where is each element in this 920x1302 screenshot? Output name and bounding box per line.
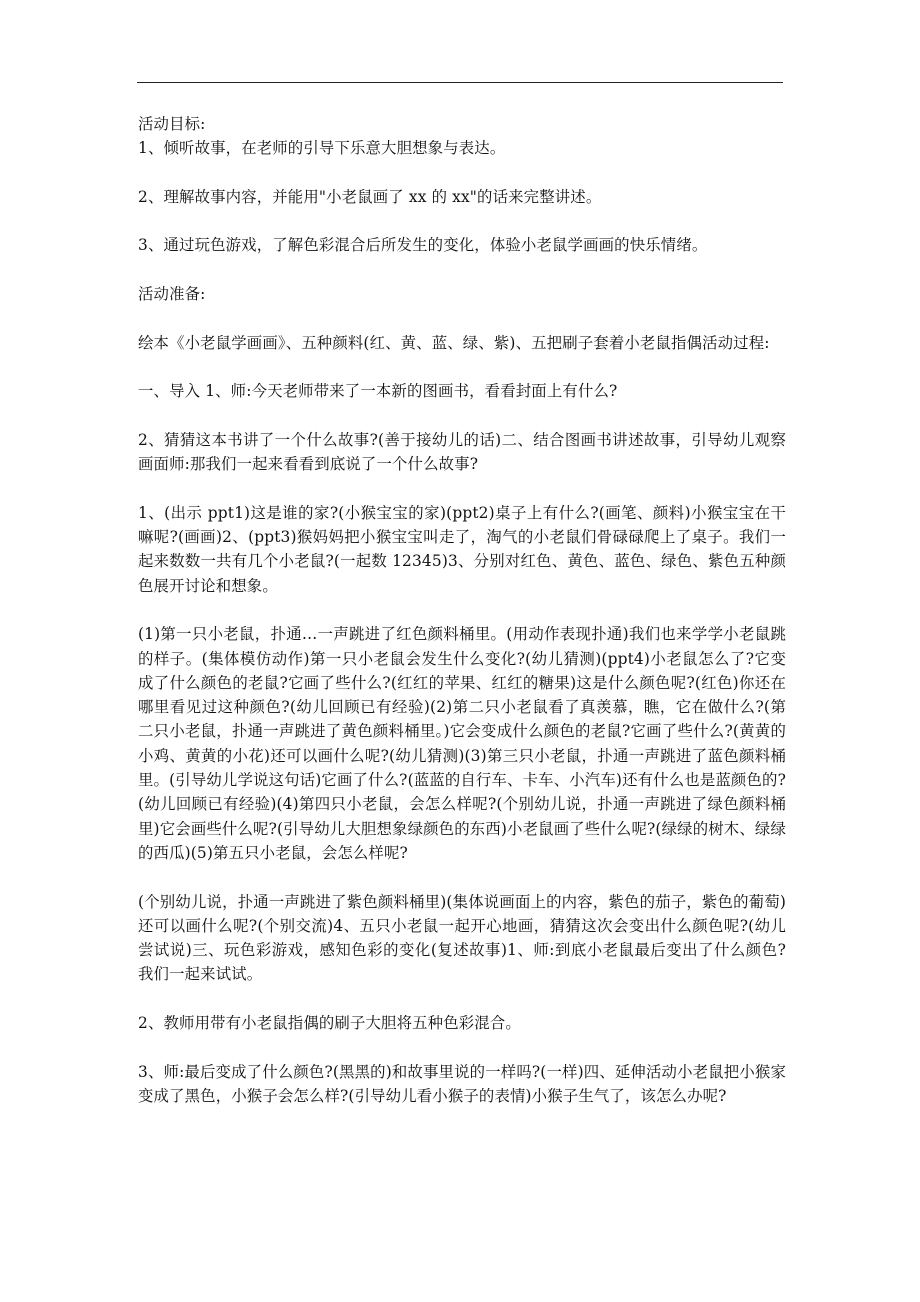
section-heading-goals: 活动目标: bbox=[138, 115, 206, 133]
document-body bbox=[138, 112, 786, 1132]
process-step-mixing: 2、教师用带有小老鼠指偶的刷子大胆将五种色彩混合。 bbox=[138, 1013, 521, 1032]
process-step-guess: 2、猜猜这本书讲了一个什么故事?(善于接幼儿的话)二、结合图画书讲述故事，引导幼儿观察画面师:那我们一起来看看到底说了一个什么故事? bbox=[138, 430, 786, 474]
section-heading-preparation: 活动准备: bbox=[138, 285, 206, 304]
goal-item-2: 2、理解故事内容，并能用"小老鼠画了 xx 的 xx"的话来完整讲述。 bbox=[138, 187, 602, 206]
goal-item-1: 1、倾听故事，在老师的引导下乐意大胆想象与表达。 bbox=[138, 139, 506, 158]
process-step-color-game: (个别幼儿说，扑通一声跳进了紫色颜料桶里)(集体说画面上的内容，紫色的茄子，紫色的葡萄)还可以画什么呢?(个别交流)4、五只小老鼠一起开心地画，猜猜这次会变出什么颜色呢?(幼儿尝试说)三、玩色彩游戏，感知色彩的变化(复述故事)1、师:到底小老鼠最后变出了什么颜色?我们一起来试试。 bbox=[138, 892, 786, 984]
process-step-extension: 3、师:最后变成了什么颜色?(黑黑的)和故事里说的一样吗?(一样)四、延伸活动小老鼠把小猴家变成了黑色，小猴子会怎么样?(引导幼儿看小猴子的表情)小猴子生气了，该怎么办呢? bbox=[138, 1062, 786, 1105]
preparation-text: 绘本《小老鼠学画画》、五种颜料(红、黄、蓝、绿、紫)、五把刷子套着小老鼠指偶活动过程: bbox=[138, 333, 770, 352]
process-step-mice: (1)第一只小老鼠，扑通…一声跳进了红色颜料桶里。(用动作表现扑通)我们也来学学小老鼠跳的样子。(集体模仿动作)第一只小老鼠会发生什么变化?(幼儿猜测)(ppt4)小老鼠怎么了?它变成了什么颜色的老鼠?它画了些什么?(红红的苹果、红红的糖果)这是什么颜色呢?(红色)你还在哪里看见过这种颜色?(幼儿回顾已有经验)(2)第二只小老鼠看了真羡慕，瞧，它在做什么?(第二只小老鼠，扑通一声跳进了黄色颜料桶里。)它会变成什么颜色的老鼠?它画了些什么?(黄黄的小鸡、黄黄的小花)还可以画什么呢?(幼儿猜测)(3)第三只小老鼠，扑通一声跳进了蓝色颜料桶里。(引导幼儿学说这句话)它画了什么?(蓝蓝的自行车、卡车、小汽车)还有什么也是蓝颜色的?(幼儿回顾已有经验)(4)第四只小老鼠，会怎么样呢?(个别幼儿说，扑通一声跳进了绿色颜料桶里)它会画些什么呢?(引导幼儿大胆想象绿颜色的东西)小老鼠画了些什么呢?(绿绿的树木、绿绿的西瓜)(5)第五只小老鼠，会怎么样呢? bbox=[138, 625, 786, 862]
process-step-intro: 一、导入 1、师:今天老师带来了一本新的图画书，看看封面上有什么? bbox=[138, 382, 618, 401]
header-rule bbox=[137, 82, 783, 83]
goal-item-3: 3、通过玩色游戏，了解色彩混合后所发生的变化，体验小老鼠学画画的快乐情绪。 bbox=[138, 236, 708, 255]
process-step-ppt: 1、(出示 ppt1)这是谁的家?(小猴宝宝的家)(ppt2)桌子上有什么?(画笔、颜料)小猴宝宝在干嘛呢?(画画)2、(ppt3)猴妈妈把小猴宝宝叫走了，淘气的小老鼠们骨碌碌爬上了桌子。我们一起来数数一共有几个小老鼠?(一起数 12345)3、分别对红色、黄色、蓝色、绿色、紫色五种颜色展开讨论和想象。 bbox=[138, 503, 786, 595]
